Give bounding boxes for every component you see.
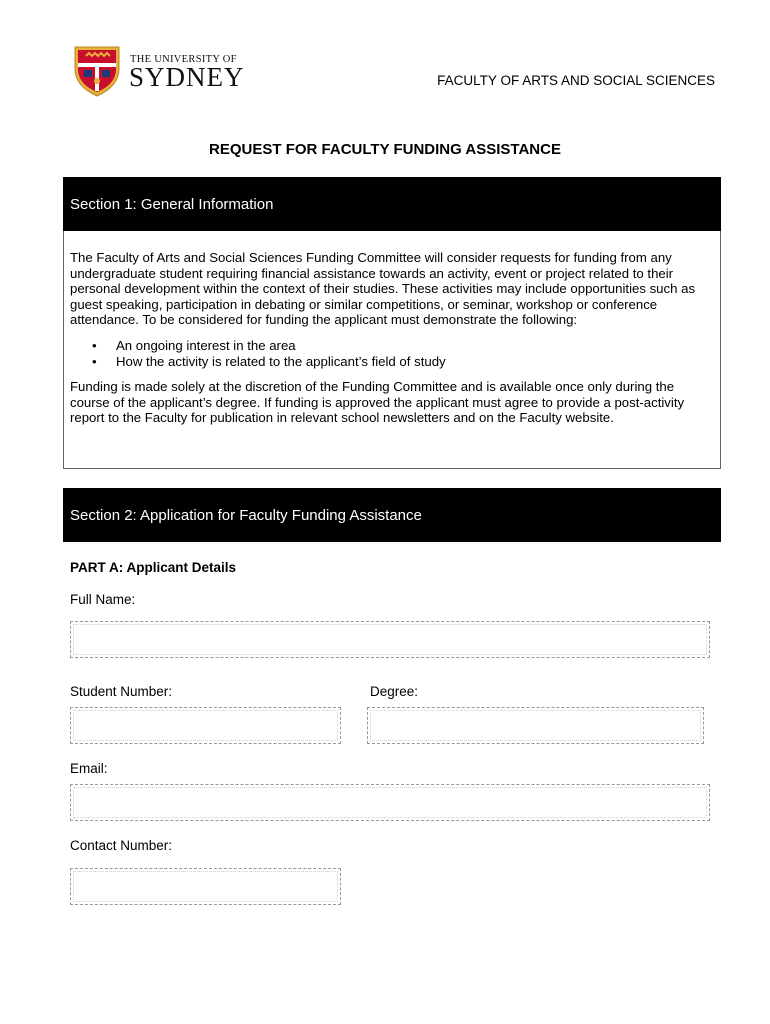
section1-heading: Section 1: General Information: [70, 195, 274, 213]
student-number-field[interactable]: [70, 707, 341, 744]
logo-line2: SYDNEY: [129, 62, 245, 92]
section1-header: [63, 177, 721, 231]
general-information-box: [63, 231, 721, 469]
intro-paragraph: The Faculty of Arts and Social Sciences Funding Committee will consider requests for funding from any undergraduate student requiring financial assistance towards an activity, event or project related to their personal development within the context of their studies. These activities may include opportunities such as guest speaking, participation in debating or similar competitions, or seminar, workshop or conference attendance. To be considered for funding the applicant must demonstrate the following:: [70, 250, 696, 328]
full-name-label: Full Name:: [70, 592, 136, 607]
student-number-label: Student Number:: [70, 684, 173, 699]
faculty-name: FACULTY OF ARTS AND SOCIAL SCIENCES: [437, 73, 715, 88]
degree-field[interactable]: [367, 707, 704, 744]
section2-heading: Section 2: Application for Faculty Funding Assistance: [70, 506, 422, 524]
list-item: • How the activity is related to the applicant’s field of study: [70, 354, 714, 370]
email-field[interactable]: [70, 784, 710, 821]
list-item: • An ongoing interest in the area: [70, 338, 714, 354]
part-a-heading: PART A: Applicant Details: [70, 560, 237, 575]
requirements-list: [70, 338, 714, 370]
full-name-field[interactable]: [70, 621, 710, 658]
contact-number-label: Contact Number:: [70, 838, 173, 853]
logo-line1: THE UNIVERSITY OF: [130, 54, 237, 65]
page-title: REQUEST FOR FACULTY FUNDING ASSISTANCE: [209, 141, 561, 158]
degree-label: Degree:: [370, 684, 419, 699]
email-label: Email:: [70, 761, 108, 776]
closing-paragraph: Funding is made solely at the discretion of the Funding Committee and is available once only during the course of the applicant’s degree. If funding is approved the applicant must agree to provide a post-activity report to the Faculty for publication in relevant school newsletters and on the Faculty website.: [70, 378, 685, 426]
section2-header: [63, 488, 721, 542]
university-crest-icon: [72, 45, 122, 97]
contact-number-field[interactable]: [70, 868, 341, 905]
